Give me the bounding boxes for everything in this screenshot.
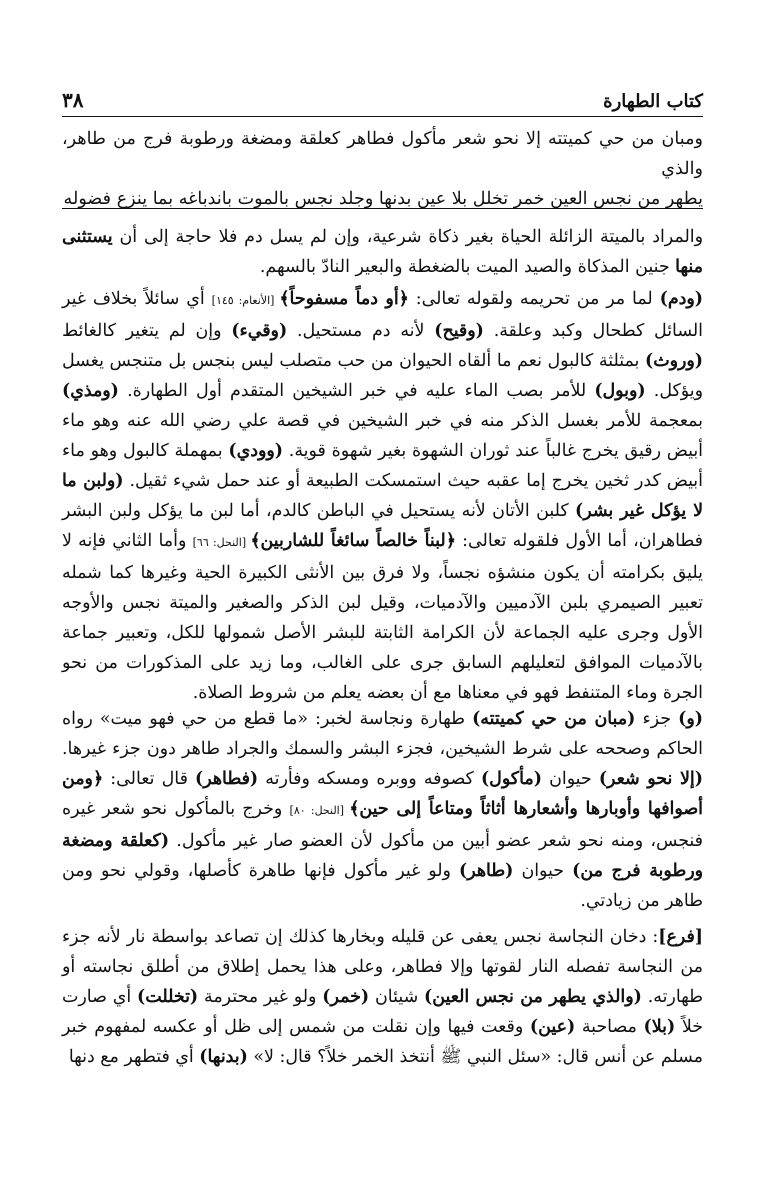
- verse-reference: [الأنعام: ١٤٥]: [211, 294, 280, 307]
- commentary-paragraph: [62, 704, 703, 916]
- matn-term: (ومذي): [62, 381, 119, 401]
- matn-term: (طاهر): [459, 861, 514, 881]
- page-number: ٣٨: [62, 88, 84, 112]
- text-run: ولو غير مأكول فإنها طاهرة كأصلها، وقولي نحو ومن طاهر من زيادتي.: [62, 861, 703, 911]
- quran-quote: ﴿لبناً خالصاً سائغاً للشاربين﴾: [250, 531, 456, 551]
- matn-term: (تخللت): [137, 987, 199, 1007]
- text-run: حيوان: [541, 769, 599, 789]
- text-run: أي سائلاً بخلاف غير السائل كطحال وكبد وعلقة.: [62, 289, 703, 341]
- verse-reference: [النحل: ٨٠]: [289, 804, 350, 817]
- text-run: أي صارت خلاً: [62, 987, 703, 1037]
- matn-term: (فطاهر): [195, 769, 259, 789]
- quran-quote: ﴿ومن أصوافها وأوبارها وأشعارها أثاثاً ومتاعاً إلى حين﴾: [62, 769, 703, 819]
- text-run: بمعجمة للأمر بغسل الذكر منه في خبر الشيخين في قصة علي رضي الله عنه وهو ماء أبيض رقيق يخرج غالباً عند ثوران الشهوة بغير شهوة قوية.: [62, 411, 704, 461]
- text-run: لما مر من تحريمه ولقوله تعالى:: [408, 289, 660, 309]
- verse-reference: [النحل: ٦٦]: [192, 536, 251, 549]
- running-title: كتاب الطهارة: [603, 91, 703, 112]
- matn-line: يطهر من نجس العين خمر تخلل بلا عين بدنها وجلد نجس بالموت باندباغه بما ينزع فضوله: [63, 189, 703, 209]
- commentary-paragraph: [62, 922, 703, 1072]
- text-run: شيئان: [369, 987, 425, 1007]
- text-run: للأمر بصب الماء عليه في خبر الشيخين المتقدم أول الطهارة.: [118, 381, 595, 401]
- commentary-paragraph: [62, 222, 703, 282]
- quran-quote: ﴿أو دماً مسفوحاً﴾: [279, 289, 409, 309]
- text-run: بمهملة كالبول وهو ماء أبيض كدر ثخين يخرج إما عقبه حيث استمسكت الطبيعة أو عند حمل شيء ثقيل.: [62, 441, 703, 491]
- matn-term: (والذي يطهر من نجس العين): [424, 987, 642, 1007]
- matn-text: [62, 124, 703, 214]
- text-run: بمثلثة كالبول نعم ما ألقاه الحيوان من حب متصلب ليس بنجس بل متنجس يغسل ويؤكل.: [62, 351, 703, 401]
- matn-term: (وقيء): [231, 321, 288, 341]
- matn-term: (إلا نحو شعر): [598, 769, 703, 789]
- text-run: طهارة ونجاسة لخبر: «ما قطع من حي فهو ميت» رواه الحاكم وصححه على شرط الشيخين، فجزء البشر والسمك والجراد طاهر دون جزء غيرها.: [62, 709, 703, 759]
- text-run: مصاحبة: [575, 1017, 644, 1037]
- matn-term: (بدنها): [199, 1047, 248, 1067]
- text-run: حيوان: [513, 861, 573, 881]
- section-label: [فرع]: [658, 927, 703, 947]
- text-run: جنين المذكاة والصيد الميت بالضغطة والبعير النادّ بالسهم.: [259, 257, 676, 277]
- matn-term: (وروث): [644, 351, 703, 371]
- matn-line: ومبان من حي كميتته إلا نحو شعر مأكول فطاهر كعلقة ومضغة ورطوبة فرج من طاهر، والذي: [62, 129, 703, 179]
- commentary-paragraph: [62, 284, 703, 708]
- text-run: ولو غير محترمة: [198, 987, 323, 1007]
- bold-phrase: يستثنى منها: [62, 227, 703, 277]
- text-run: والمراد بالميتة الزائلة الحياة بغير ذكاة شرعية، وإن لم يسل دم فلا حاجة إلى أن: [112, 227, 703, 247]
- matn-term: (خمر): [322, 987, 370, 1007]
- text-run: : دخان النجاسة نجس يعفى عن قليله وبخارها كذلك إن تصاعد بواسطة نار لأنه جزء من النجاسة تفصله النار لقوتها وإلا فطاهر، وعلى هذا يحمل إطلاق من أطلق نجاسته أو طهارته.: [62, 927, 703, 1007]
- text-run: قال تعالى:: [103, 769, 196, 789]
- matn-term: (و): [678, 709, 703, 729]
- matn-term: (وودي): [228, 441, 283, 461]
- text-run: أي فتطهر مع دنها: [68, 1047, 200, 1067]
- text-run: كصوفه ووبره ومسكه وفأرته: [258, 769, 481, 789]
- text-run: وإن لم يتغير كالغائط: [62, 321, 232, 341]
- matn-term: (ودم): [659, 289, 703, 309]
- text-run: وقعت فيها وإن نقلت من شمس إلى ظل أو عكسه لمفهوم خبر مسلم عن أنس قال: «سئل النبي ﷺ أنتخذ الخمر خلاً؟ قال: لا»: [62, 1017, 703, 1067]
- text-run: كلبن الأتان لأنه يستحيل في الباطن كالدم، أما لبن ما يؤكل ولبن البشر فطاهران، أما الأول فلقوله تعالى:: [62, 501, 703, 551]
- text-run: وخرج بالمأكول نحو شعر غيره فنجس، ومنه نحو شعر عضو أبين من مأكول لأن العضو صار غير مأكول.: [62, 799, 703, 851]
- matn-term: (مبان من حي كميتته): [472, 709, 636, 729]
- matn-term: (وقيح): [434, 321, 484, 341]
- text-run: لأنه دم مستحيل.: [287, 321, 435, 341]
- text-run: وأما الثاني فإنه لا يليق بكرامته أن يكون منشؤه نجساً، ولا فرق بين الأنثى الكبيرة الحية وغيرها كما شمله تعبير الصيمري بلبن الآدميين والآدميات، وقيل لبن الذكر والصغير والميتة نجس والأوجه الأول وجرى عليه الجماعة لأن الكرامة الثابتة للبشر الأصل شمولها للكل، وتعبير جماعة بالآدميات الموافق لتعليلهم السابق جرى على الغالب، وما زيد على المذكورات من نحو الجرة وماء المتنفط فهو في معناها مع أن بعضه يعلم من شروط الصلاة.: [62, 531, 703, 703]
- page-header: [62, 82, 703, 117]
- matn-term: (مأكول): [480, 769, 542, 789]
- text-run: جزء: [635, 709, 679, 729]
- matn-term: (بلا): [643, 1017, 676, 1037]
- matn-term: (عين): [529, 1017, 576, 1037]
- matn-term: (وبول): [594, 381, 646, 401]
- matn-term: (كعلقة ومضغة ورطوبة فرج من): [62, 831, 703, 881]
- divider-line: [62, 208, 703, 209]
- matn-term: (ولبن ما لا يؤكل غير بشر): [62, 471, 703, 521]
